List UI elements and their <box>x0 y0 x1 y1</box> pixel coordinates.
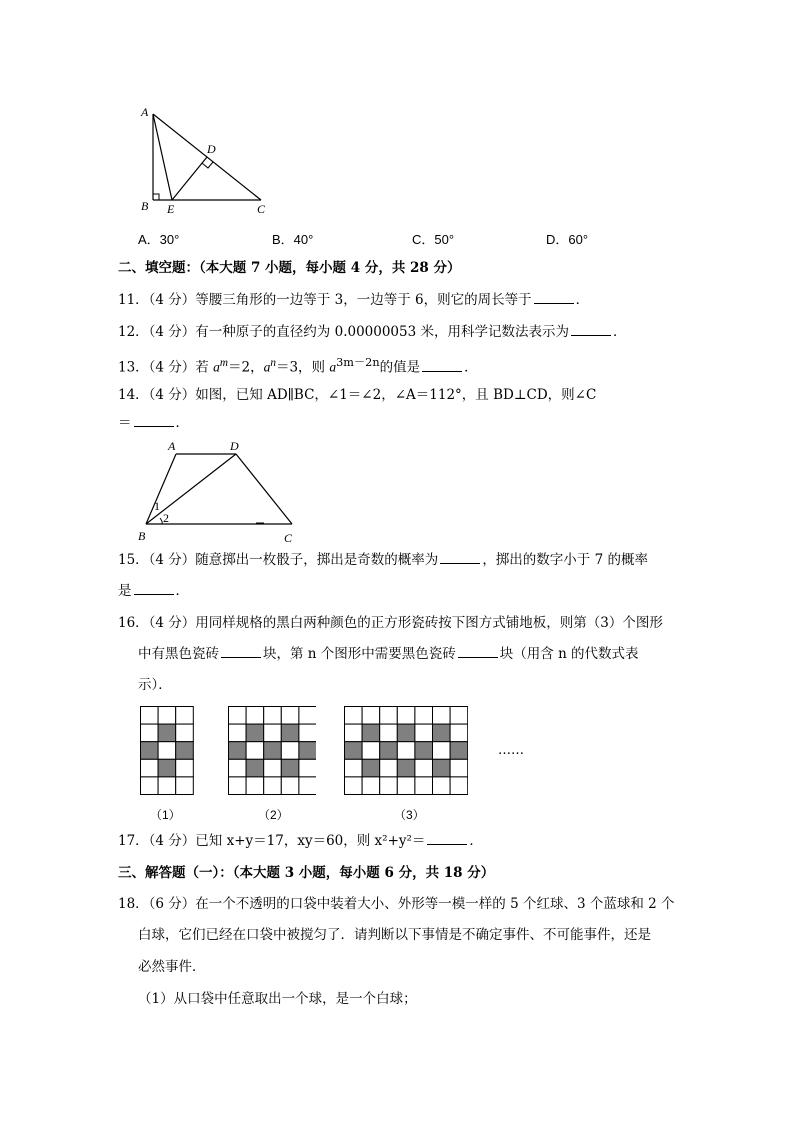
white-tile <box>415 707 433 725</box>
white-tile <box>299 777 316 795</box>
white-tile <box>246 707 264 725</box>
section-2-heading: 二、填空题：（本大题 7 小题，每小题 4 分，共 28 分） <box>118 260 461 276</box>
black-tile <box>141 742 159 760</box>
q14-eq: ＝ <box>118 415 132 431</box>
white-tile <box>281 777 299 795</box>
black-tile <box>229 742 247 760</box>
label-b: B <box>141 199 149 213</box>
label-c: C <box>257 202 266 216</box>
q16-part-b: 块，第 n 个图形中需要黑色瓷砖 <box>263 646 456 662</box>
black-tile <box>158 724 176 742</box>
question-18-line1: 18．（6 分）在一个不透明的口袋中装着大小、外形等一模一样的 5 个红球、3 个蓝球和 2 个 <box>118 896 675 912</box>
question-15-line1 <box>118 551 648 569</box>
white-tile <box>345 724 363 742</box>
white-tile <box>264 724 282 742</box>
q12-blank <box>571 323 611 336</box>
question-18-line2: 白球，它们已经在口袋中被搅匀了．请判断以下事情是不确定事件、不可能事件，还是 <box>138 927 651 943</box>
q11-end: ． <box>575 292 590 308</box>
white-tile <box>176 707 194 725</box>
black-tile <box>450 742 468 760</box>
option-c: C．50° <box>412 232 455 247</box>
white-tile <box>281 707 299 725</box>
white-tile <box>415 724 433 742</box>
white-tile <box>450 759 468 777</box>
black-tile <box>362 724 380 742</box>
section-3-heading: 三、解答题（一）：（本大题 3 小题，每小题 6 分，共 18 分） <box>118 865 495 881</box>
white-tile <box>415 777 433 795</box>
q15-blank-2 <box>134 582 174 595</box>
label-c: C <box>284 531 293 545</box>
white-tile <box>229 777 247 795</box>
q11-blank <box>534 291 574 304</box>
q13-suffix: 的值是 <box>379 359 421 376</box>
trapezoid-figure-svg <box>136 436 306 546</box>
q11-text: 11．（4 分）等腰三角形的一边等于 3，一边等于 6，则它的周长等于 <box>118 292 532 308</box>
white-tile <box>246 777 264 795</box>
white-tile <box>176 759 194 777</box>
q13-exp-n: n <box>270 357 276 369</box>
question-16-line1: 16．（4 分）用同样规格的黑白两种颜色的正方形瓷砖按下图方式铺地板，则第（3）个图形 <box>118 615 663 631</box>
q13-exp: 3m－2n <box>336 356 380 369</box>
question-18-line3: 必然事件． <box>138 959 206 975</box>
tile-pattern-2 <box>228 706 316 796</box>
q16-blank-2 <box>458 645 498 658</box>
q14-end: ． <box>175 415 189 431</box>
black-tile <box>176 742 194 760</box>
q13-blank <box>422 359 462 372</box>
black-tile <box>158 759 176 777</box>
black-tile <box>433 759 451 777</box>
black-tile <box>397 724 415 742</box>
tile-caption-1: （1） <box>150 808 181 822</box>
q13-var-a: a <box>213 359 220 375</box>
white-tile <box>264 707 282 725</box>
white-tile <box>415 759 433 777</box>
white-tile <box>281 742 299 760</box>
white-tile <box>380 759 398 777</box>
label-e: E <box>167 202 175 216</box>
option-a: A．30° <box>138 232 180 247</box>
white-tile <box>264 777 282 795</box>
black-tile <box>380 742 398 760</box>
white-tile <box>380 724 398 742</box>
white-tile <box>158 707 176 725</box>
white-tile <box>362 707 380 725</box>
tile-pattern-3 <box>344 706 468 796</box>
white-tile <box>397 777 415 795</box>
angle-1-label: 1 <box>154 499 160 513</box>
q12-end: ． <box>612 324 627 340</box>
triangle-figure-svg <box>135 100 275 220</box>
q13-eq2: ＝3，则 <box>275 359 330 376</box>
question-18-sub1: （1）从口袋中任意取出一个球，是一个白球； <box>138 991 417 1007</box>
trapezoid-figure-abcd <box>136 436 306 546</box>
triangle-figure-abc <box>135 100 275 220</box>
label-a: A <box>141 105 149 119</box>
tile-caption-3: （3） <box>394 808 425 822</box>
black-tile <box>281 724 299 742</box>
q13-exp-m: m <box>219 357 228 369</box>
tile-caption-2: （2） <box>258 808 289 822</box>
q14-blank <box>134 414 174 427</box>
white-tile <box>433 707 451 725</box>
q13-end: ． <box>464 359 478 376</box>
white-tile <box>450 777 468 795</box>
black-tile <box>281 759 299 777</box>
q15-part-c: 是 <box>118 583 132 599</box>
white-tile <box>158 777 176 795</box>
q17-blank <box>427 832 467 845</box>
q13-eq1: ＝2， <box>227 359 264 376</box>
white-tile <box>380 707 398 725</box>
white-tile <box>141 707 159 725</box>
white-tile <box>176 777 194 795</box>
white-tile <box>450 724 468 742</box>
question-14-line1: 14．（4 分）如图，已知 AD∥BC，∠1＝∠2，∠A＝112°，且 BD⊥CD，则∠C <box>118 387 597 403</box>
white-tile <box>362 777 380 795</box>
white-tile <box>264 759 282 777</box>
white-tile <box>345 777 363 795</box>
q16-part-a: 中有黑色瓷砖 <box>138 646 219 662</box>
white-tile <box>397 742 415 760</box>
question-16-line2 <box>138 645 639 663</box>
white-tile <box>141 759 159 777</box>
white-tile <box>397 707 415 725</box>
black-tile <box>345 742 363 760</box>
white-tile <box>229 724 247 742</box>
q16-part-c: 块（用含 n 的代数式表 <box>499 646 639 662</box>
black-tile <box>433 724 451 742</box>
white-tile <box>433 777 451 795</box>
black-tile <box>299 742 316 760</box>
white-tile <box>433 742 451 760</box>
white-tile <box>345 707 363 725</box>
white-tile <box>176 724 194 742</box>
question-12 <box>118 323 626 341</box>
black-tile <box>246 724 264 742</box>
q13-var-a2: a <box>263 359 271 375</box>
question-16-line3: 示）． <box>138 677 172 693</box>
angle-2-label: 2 <box>163 511 169 525</box>
white-tile <box>141 724 159 742</box>
q13-var-a3: a <box>329 359 337 375</box>
label-d: D <box>207 142 216 156</box>
label-b: B <box>138 529 146 543</box>
white-tile <box>299 724 316 742</box>
white-tile <box>229 707 247 725</box>
white-tile <box>362 742 380 760</box>
white-tile <box>299 707 316 725</box>
black-tile <box>264 742 282 760</box>
q17-end: ． <box>469 833 483 849</box>
option-b: B．40° <box>272 232 314 247</box>
white-tile <box>229 759 247 777</box>
label-a: A <box>168 439 176 453</box>
white-tile <box>158 742 176 760</box>
q15-end: ． <box>175 583 189 599</box>
black-tile <box>246 759 264 777</box>
tile-ellipsis: …… <box>498 743 524 758</box>
q15-blank-1 <box>440 551 480 564</box>
q17-text: 17．（4 分）已知 x+y＝17，xy＝60，则 x²+y²＝ <box>118 833 426 849</box>
white-tile <box>345 759 363 777</box>
q15-part-b: ，掷出的数字小于 7 的概率 <box>482 552 648 568</box>
option-d: D．60° <box>546 232 589 247</box>
question-13 <box>118 354 478 377</box>
white-tile <box>299 759 316 777</box>
white-tile <box>141 777 159 795</box>
black-tile <box>415 742 433 760</box>
black-tile <box>362 759 380 777</box>
question-15-line2 <box>118 582 189 600</box>
q13-prefix: 13．（4 分）若 <box>118 359 214 376</box>
q15-part-a: 15．（4 分）随意掷出一枚骰子，掷出是奇数的概率为 <box>118 552 439 568</box>
q12-text: 12．（4 分）有一种原子的直径约为 0.00000053 米，用科学记数法表示为 <box>118 324 569 340</box>
question-17 <box>118 832 483 850</box>
white-tile <box>246 742 264 760</box>
white-tile <box>450 707 468 725</box>
black-tile <box>397 759 415 777</box>
question-14-line2 <box>118 414 189 432</box>
white-tile <box>380 777 398 795</box>
tile-pattern-1 <box>140 706 194 796</box>
label-d: D <box>230 439 239 453</box>
q16-blank-1 <box>221 645 261 658</box>
question-11 <box>118 291 589 309</box>
